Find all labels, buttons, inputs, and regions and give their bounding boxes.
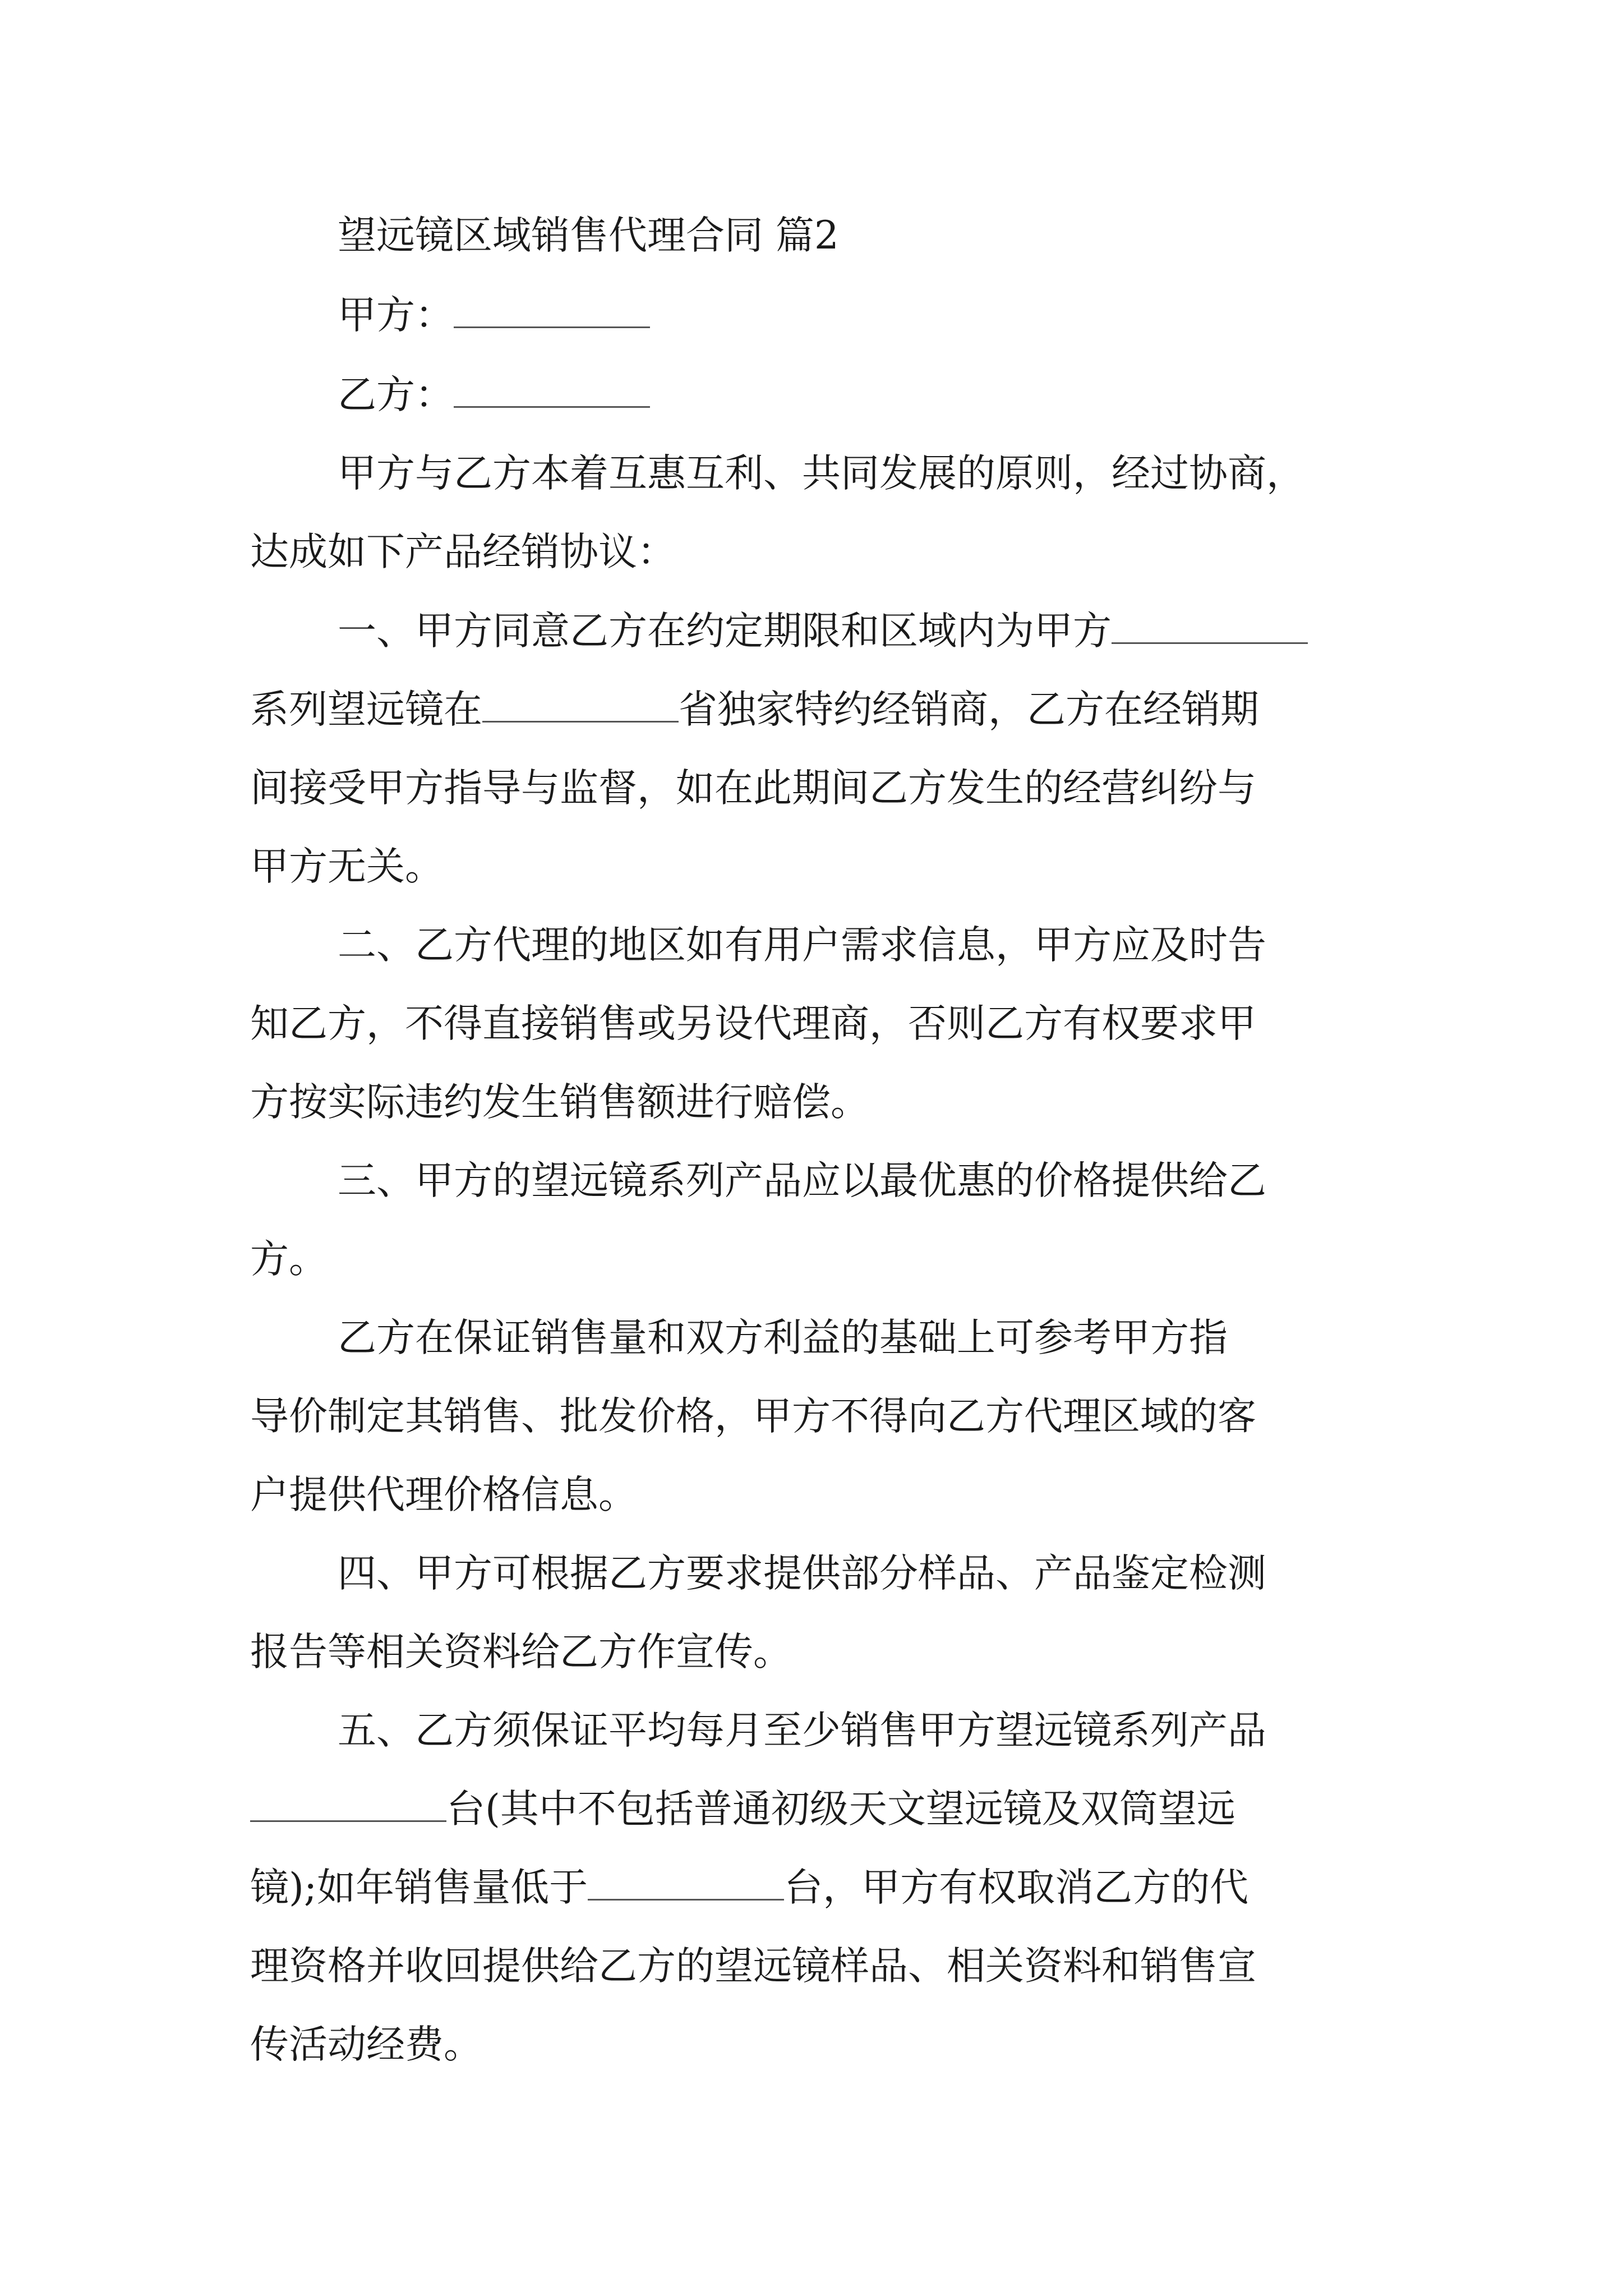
clause3-line-1: 三、甲方的望远镜系列产品应以最优惠的价格提供给乙: [338, 1158, 1266, 1203]
monthly-quantity-blank: [250, 1781, 446, 1822]
document-title: 望远镜区域销售代理合同 篇2: [338, 213, 839, 258]
product-series-blank: [1112, 603, 1308, 644]
clause3b-line-1: 乙方在保证销售量和双方利益的基础上可参考甲方指: [338, 1315, 1228, 1360]
clause1-line-2: 系列望远镜在 省独家特约经销商，乙方在经销期: [250, 682, 1259, 738]
clause5-line-3: 镜);如年销售量低于 台，甲方有权取消乙方的代: [250, 1860, 1248, 1916]
clause5-line-5: 传活动经费。: [250, 2022, 482, 2067]
party-a-line: [338, 287, 650, 343]
party-a-blank: [454, 287, 650, 328]
clause2-line-1: 二、乙方代理的地区如有用户需求信息，甲方应及时告: [338, 923, 1266, 968]
clause1-line-4: 甲方无关。: [250, 844, 444, 889]
clause3b-line-2: 导价制定其销售、批发价格，甲方不得向乙方代理区域的客: [250, 1394, 1256, 1439]
clause3b-line-3: 户提供代理价格信息。: [250, 1473, 637, 1517]
clause5-line-4: 理资格并收回提供给乙方的望远镜样品、相关资料和销售宣: [250, 1944, 1256, 1989]
clause4-line-1: 四、甲方可根据乙方要求提供部分样品、产品鉴定检测: [338, 1551, 1266, 1596]
clause2-line-2: 知乙方，不得直接销售或另设代理商，否则乙方有权要求甲: [250, 1001, 1256, 1046]
clause4-line-2: 报告等相关资料给乙方作宣传。: [250, 1630, 792, 1674]
clause5-line-2: 台(其中不包括普通初级天文望远镜及双筒望远: [250, 1781, 1235, 1837]
clause1-line-3: 间接受甲方指导与监督，如在此期间乙方发生的经营纠纷与: [250, 766, 1256, 811]
intro-line-1: 甲方与乙方本着互惠互利、共同发展的原则，经过协商，: [338, 451, 1305, 496]
party-b-line: [338, 367, 650, 423]
intro-line-2: 达成如下产品经销协议：: [250, 530, 676, 574]
clause2-line-3: 方按实际违约发生销售额进行赔偿。: [250, 1080, 869, 1125]
party-a-label: 甲方：: [338, 293, 454, 338]
annual-quantity-blank: [588, 1860, 784, 1901]
party-b-label: 乙方：: [338, 372, 454, 417]
clause3-line-2: 方。: [250, 1237, 328, 1282]
party-b-blank: [454, 367, 650, 408]
province-blank: [482, 682, 679, 723]
clause1-line-1: 一、甲方同意乙方在约定期限和区域内为甲方: [338, 603, 1308, 659]
clause5-line-1: 五、乙方须保证平均每月至少销售甲方望远镜系列产品: [338, 1708, 1266, 1753]
